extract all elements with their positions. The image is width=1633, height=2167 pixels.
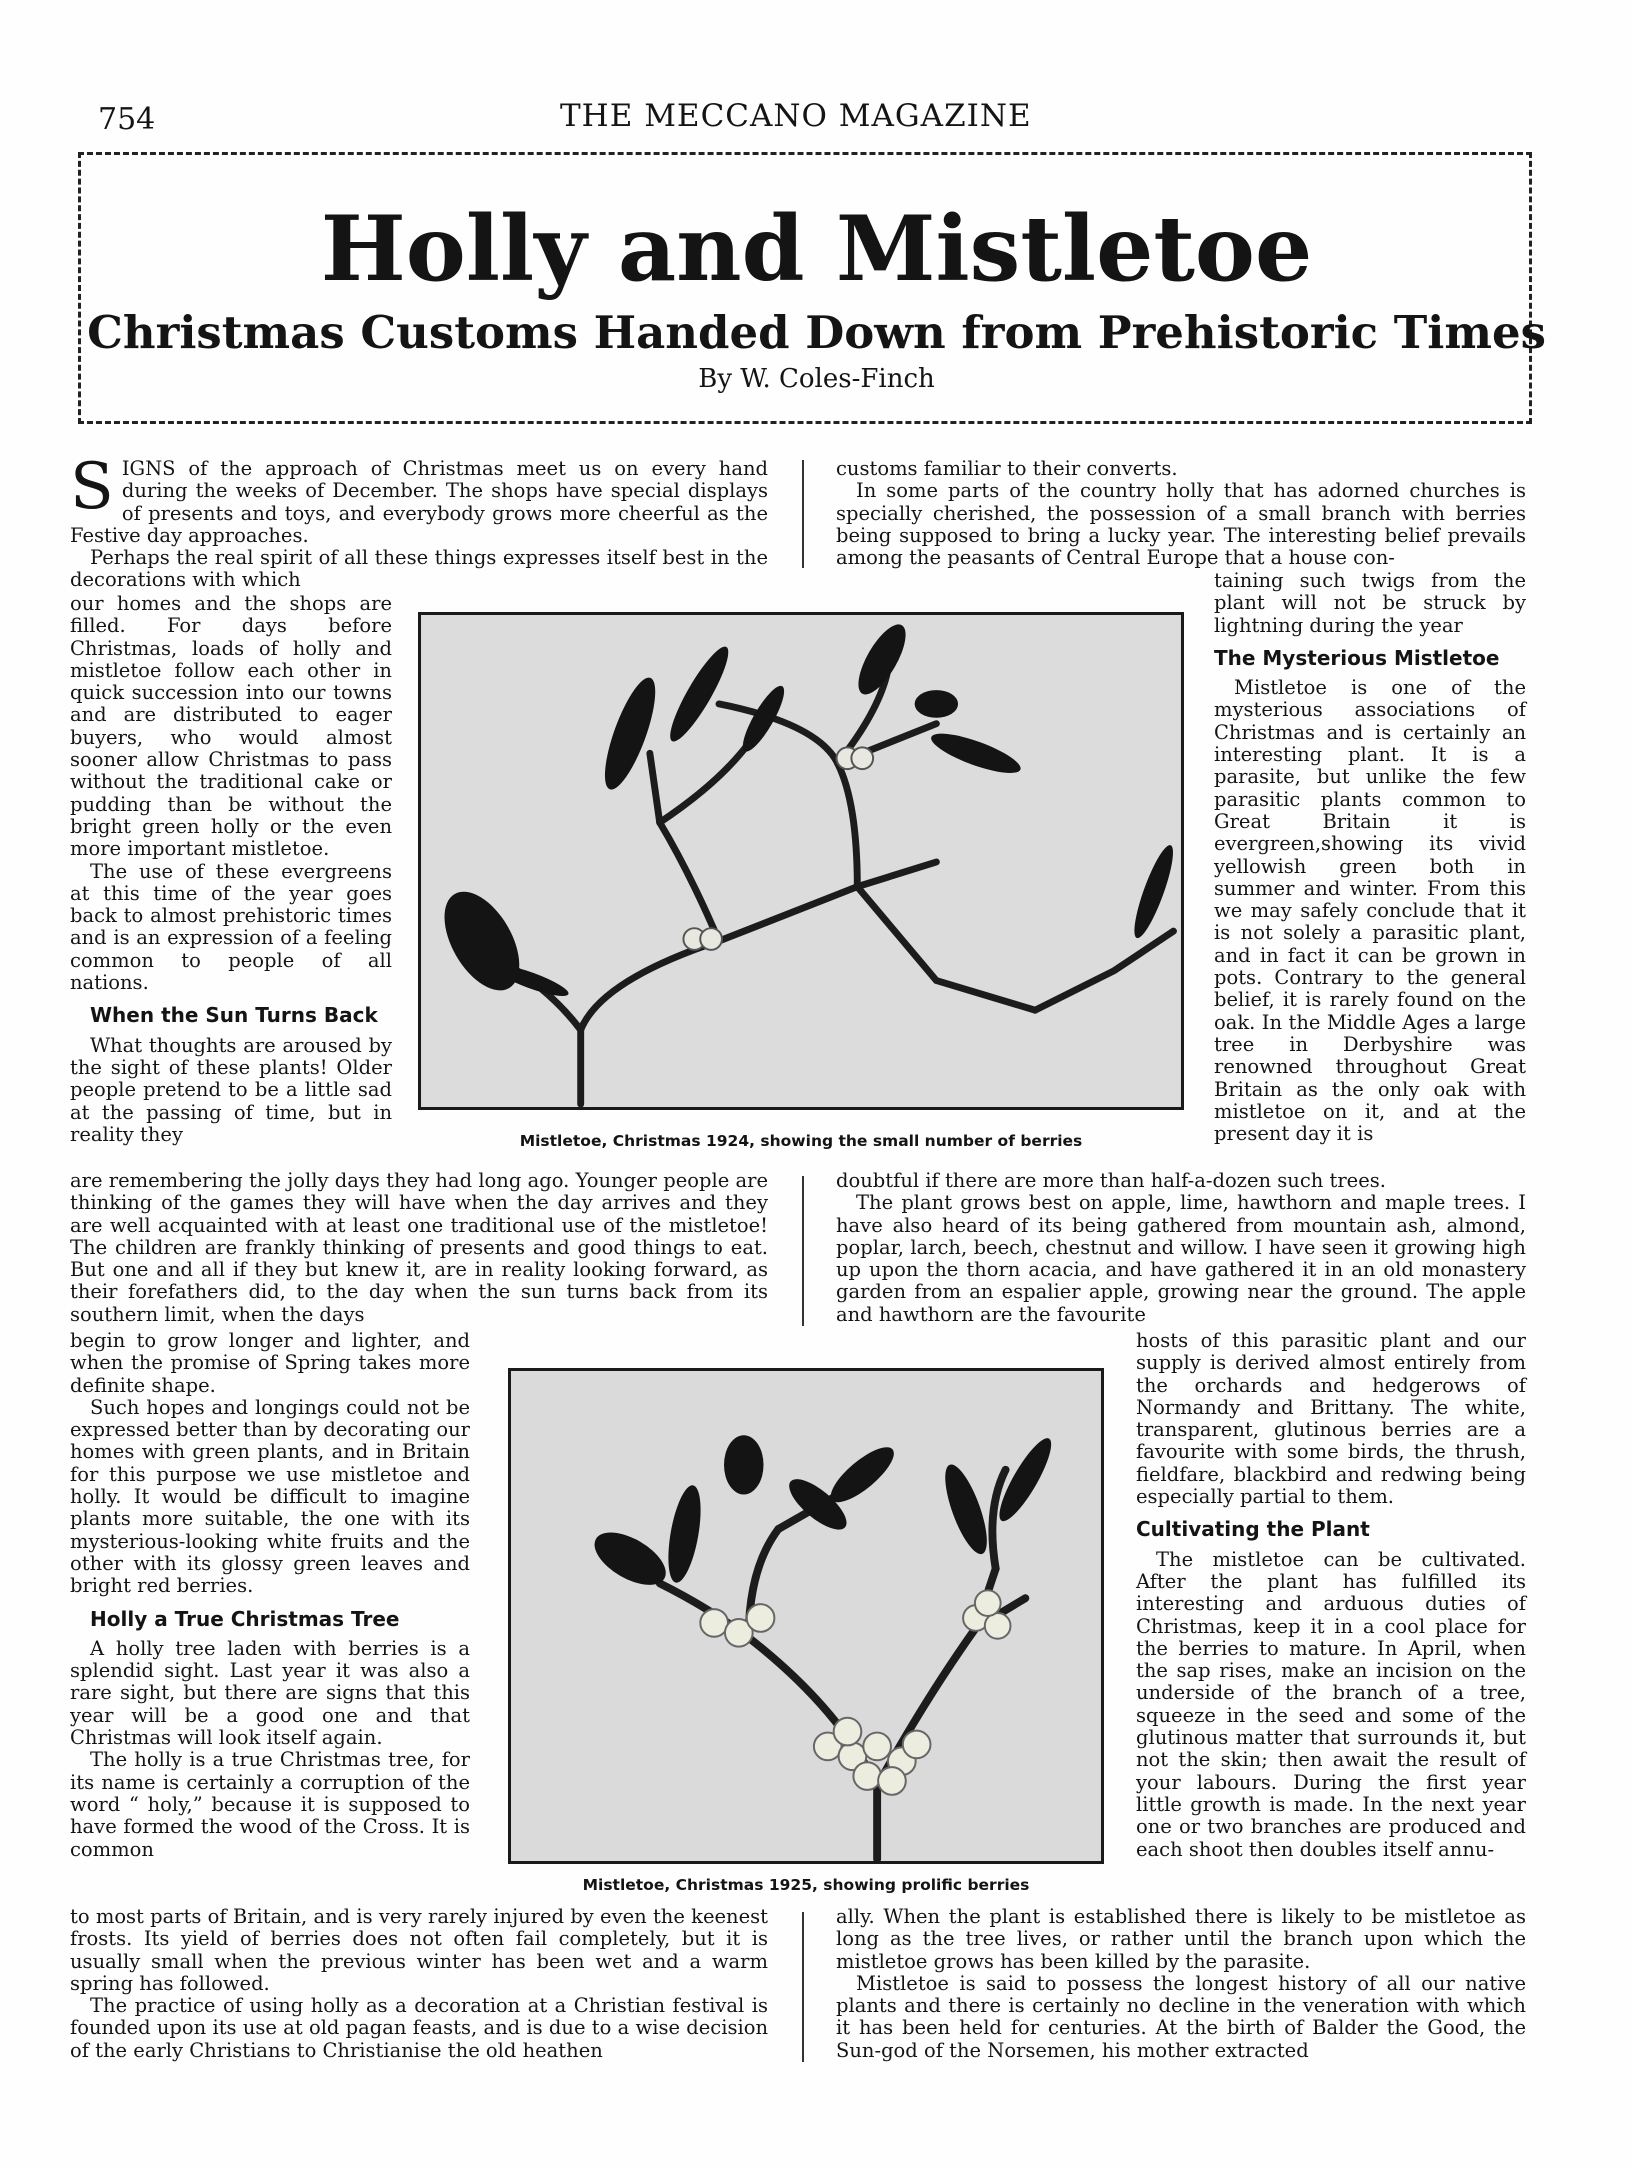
magazine-title: THE MECCANO MAGAZINE [560,98,1032,134]
paragraph-5: Such hopes and longings could not be expressed better than by decorating our homes with green plants, and in Britain for this purpose we use mistletoe and holly. It would be difficult to imagine plants more suitable, the one with its mysterious-looking white fruits and the other with its glossy green leaves and bright red berries. [70,1395,470,1598]
drop-cap: S [70,450,114,524]
mistletoe-1924-image [421,615,1181,1107]
right-narrow-text-2 [1136,1330,1526,1861]
paragraph-r3: Mistletoe is one of the mysterious associations of Christmas and is certainly an interesting plant. It is a parasite, but unlike the few parasitic plants common to Great Britain it is evergreen,showing its vivid yellowish green both in summer and winter. From this we may safely conclude that it is not solely a parasitic plant, and in fact it can be grown in pots. Contrary to the general belief, it is rarely found on the oak. In the Middle Ages a large tree in Derbyshire was renowned throughout Great Britain as the only oak with mistletoe on it, and at the present day it is [1214,676,1526,1146]
heading-holly-true-tree: Holly a True Christmas Tree [90,1606,400,1631]
paragraph-8: The practice of using holly as a decoration at a Christian festival is founded upon its use at old pagan feasts, and is due to a wise decision of the early Christians to Christianise the old heathen [70,1994,768,2062]
right-intro-text [836,458,1526,569]
column-rule-2 [802,1176,804,1326]
article-title: Holly and Mistletoe [320,196,1313,302]
figure-2-caption: Mistletoe, Christmas 1925, showing prolific berries [582,1876,1030,1894]
column-rule [802,460,804,568]
paragraph-4c: begin to grow longer and lighter, and when the promise of Spring takes more definite shape. [70,1329,470,1397]
byline: By W. Coles-Finch [698,364,935,394]
paragraph-7: The holly is a true Christmas tree, for its name is certainly a corruption of the word “ holy,” because it is supposed to have formed the wood of the Cross. It is common [70,1748,470,1861]
intro-text [70,450,768,592]
paragraph-3: The use of these evergreens at this time of the year goes back to almost prehistoric times and is an expression of a feeling common to people of all nations. [70,859,392,995]
article-subtitle: Christmas Customs Handed Down from Prehistoric Times [87,306,1546,359]
right-bottom-text [836,1906,1526,2062]
paragraph-r2: In some parts of the country holly that has adorned churches is specially cherished, the possession of a small branch with berries being supposed to bring a lucky year. The interesting belief prevails among the peasants of Central Europe that a house con- [836,479,1526,570]
heading-cultivating: Cultivating the Plant [1136,1517,1370,1542]
paragraph-4: What thoughts are aroused by the sight of these plants! Older people pretend to be a little sad at the passing of time, but in reality they [70,1033,392,1146]
paragraph-r4: The plant grows best on apple, lime, hawthorn and maple trees. I have also heard of its being gathered from mountain ash, almond, poplar, larch, beech, chestnut and willow. I have seen it growing high up upon the thorn acacia, and have gathered it in an old monastery garden from an espalier apple, growing near the ground. The apple and hawthorn are the favourite [836,1191,1526,1326]
paragraph-r4b: hosts of this parasitic plant and our supply is derived almost entirely from the orchards and hedgerows of Normandy and Brittany. The white, transparent, glutinous berries are a favourite with some birds, the thrush, fieldfare, blackbird and redwing being especially partial to them. [1136,1329,1526,1509]
paragraph-6: A holly tree laden with berries is a splendid sight. Last year it was also a rare sight, but there are signs that this year will be a good one and that Christmas will look itself again. [70,1636,470,1750]
intro-paragraph: SIGNS of the approach of Christmas meet us on every hand during the weeks of December. The shops have special displays of presents and toys, and everybody grows more cheerful as the Festive day approaches. [70,450,768,547]
paragraph-r6: Mistletoe is said to possess the longest history of all our native plants and there is certainly no decline in the veneration with which it has been held for centuries. At the birth of Balder the Good, the Sun-god of the Norsemen, his mother extracted [836,1971,1526,2062]
paragraph-7b: to most parts of Britain, and is very rarely injured by even the keenest frosts. Its yield of berries does not often fail completely, but it is usually small when the previous winter has been wet and a warm spring has followed. [70,1905,768,1995]
paragraph-r5: The mistletoe can be cultivated. After the plant has fulfilled its interesting and arduous duties of Christmas, keep it in a cool place for the berries to mature. In April, when the sap rises, make an incision on the underside of the branch of a tree, squeeze in the seed and some of the glutinous matter that surrounds it, but not the skin; then await the result of your labours. During the first year little growth is made. In the next year one or two branches are produced and each shoot then doubles itself annu- [1136,1547,1526,1861]
mistletoe-1925-image [511,1371,1101,1861]
column-rule-3 [802,1912,804,2062]
paragraph-r5b: ally. When the plant is established there is likely to be mistletoe as long as the tree lives, or rather until the branch upon which the mistletoe grows has been killed by the parasite. [836,1905,1526,1973]
paragraph-r2b: taining such twigs from the plant will not be struck by lightning during the year [1214,569,1526,637]
left-narrow-text-1 [70,593,392,1146]
page-number: 754 [98,102,156,137]
left-mid-text [70,1170,768,1326]
figure-1-caption: Mistletoe, Christmas 1924, showing the small number of berries [519,1132,1083,1150]
right-narrow-text-1 [1214,570,1526,1145]
paragraph-r1: customs familiar to their converts. [836,457,1178,480]
left-narrow-text-2 [70,1330,470,1861]
paragraph-4b: are remembering the jolly days they had long ago. Younger people are thinking of the games they will have when the day arrives and they are well acquainted with at least one traditional use of the mistletoe! The children are frankly thinking of presents and good things to eat. But one and all if they but knew it, are in reality looking forward, as their forefathers did, to the day when the sun turns back from its southern limit, when the days [70,1169,768,1326]
paragraph-2a: Perhaps the real spirit of all these things expresses itself best in the decorations with which [70,546,768,592]
figure-mistletoe-1924 [418,612,1184,1110]
left-bottom-text [70,1906,768,2062]
paragraph-r3b: doubtful if there are more than half-a-dozen such trees. [836,1169,1386,1192]
figure-mistletoe-1925 [508,1368,1104,1864]
right-mid-text [836,1170,1526,1326]
heading-mysterious-mistletoe: The Mysterious Mistletoe [1214,645,1500,670]
heading-sun-turns-back: When the Sun Turns Back [90,1003,378,1028]
paragraph-2b: our homes and the shops are filled. For days before Christmas, loads of holly and mistletoe follow each other in quick succession into our towns and are distributed to eager buyers, who would almost sooner allow Christmas to pass without the traditional cake or pudding than be without the bright green holly or the even more important mistletoe. [70,592,392,861]
